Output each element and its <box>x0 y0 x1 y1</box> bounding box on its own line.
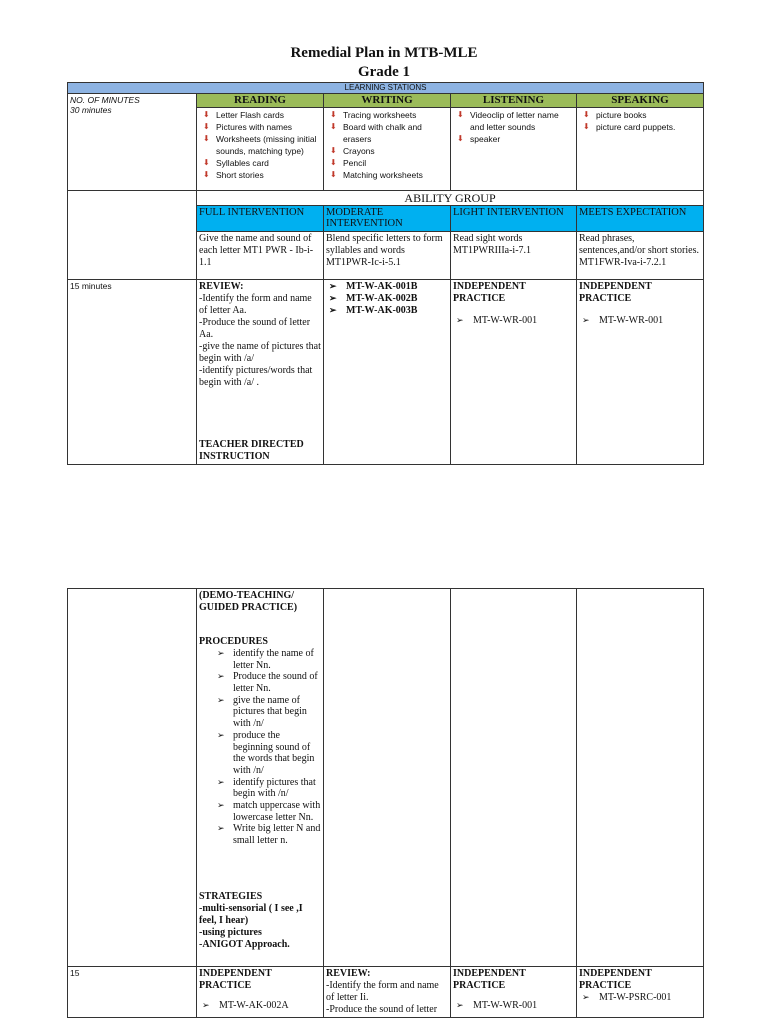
listening-practice-list <box>453 1000 574 1012</box>
list-item: ⬇︎ Letter Flash cards <box>203 109 285 120</box>
speaking-activity-cell <box>577 280 704 465</box>
competency-moderate: Blend specific letters to form syllables and words MT1PWR-Ic-i-5.1 <box>324 232 451 280</box>
arrowhead-bullet-icon: ➢ <box>329 293 337 304</box>
teacher-directed-label: TEACHER DIRECTED INSTRUCTION <box>199 439 304 463</box>
list-item: ⬇︎ Worksheets (missing initial sounds, matching type) <box>203 133 317 156</box>
listening-practice-cell <box>451 967 577 1018</box>
procedures-title: PROCEDURES <box>199 636 268 647</box>
list-item: ➢ MT-W-WR-001 <box>456 1000 538 1011</box>
listening-activity-cell <box>451 280 577 465</box>
arrow-bullet-icon: ⬇︎ <box>330 145 337 155</box>
arrowhead-bullet-icon: ➢ <box>217 694 225 705</box>
reading-materials-cell <box>197 107 324 190</box>
ability-group-header: ABILITY GROUP <box>197 190 704 205</box>
header-speaking: SPEAKING <box>577 93 704 107</box>
list-item: ➢ MT-W-WR-001 <box>582 315 664 327</box>
arrow-bullet-icon: ⬇︎ <box>330 158 337 168</box>
empty-listening-cell <box>451 589 577 967</box>
group-moderate-intervention: MODERATE INTERVENTION <box>324 206 451 232</box>
list-item: ➢ MT-W-AK-002B <box>329 293 418 305</box>
review-line: -Identify the form and name of letter Ii. <box>326 980 439 1003</box>
list-item: ➢ MT-W-AK-002A <box>202 1000 289 1011</box>
list-item: ➢ MT-W-AK-003B <box>329 305 418 317</box>
arrowhead-bullet-icon: ➢ <box>217 799 225 810</box>
procedures-list <box>199 648 321 847</box>
arrowhead-bullet-icon: ➢ <box>329 281 337 292</box>
independent-practice-label: INDEPENDENT PRACTICE <box>453 968 526 991</box>
review-line: -Produce the sound of letter Aa. <box>199 317 311 341</box>
list-item: ➢ identify pictures that begin with /n/ <box>217 776 316 800</box>
writing-materials-cell <box>324 107 451 190</box>
reading-practice-cell <box>197 967 324 1018</box>
arrowhead-bullet-icon: ➢ <box>582 315 590 326</box>
competency-meets: Read phrases, sentences,and/or short stories. MT1FWR-Iva-i-7.2.1 <box>577 232 704 280</box>
empty-minutes-cell <box>68 190 197 279</box>
speaking-practice-cell <box>577 967 704 1018</box>
arrow-bullet-icon: ⬇︎ <box>330 109 337 119</box>
arrow-bullet-icon: ⬇︎ <box>203 121 210 131</box>
arrow-bullet-icon: ⬇︎ <box>457 109 464 119</box>
minutes-15-cell: 15 minutes <box>68 280 197 465</box>
arrowhead-bullet-icon: ➢ <box>202 1000 210 1010</box>
arrow-bullet-icon: ⬇︎ <box>203 133 210 143</box>
review-title: REVIEW: <box>326 968 371 979</box>
writing-materials-list <box>326 109 448 181</box>
list-item: ⬇︎ Pictures with names <box>203 121 293 132</box>
arrowhead-bullet-icon: ➢ <box>217 671 225 682</box>
group-full-intervention: FULL INTERVENTION <box>197 206 324 232</box>
review-line: -give the name of pictures that begin with /a/ <box>199 341 321 365</box>
remedial-plan-table-2 <box>67 588 704 1018</box>
arrowhead-bullet-icon: ➢ <box>217 776 225 787</box>
minutes-cell <box>68 93 197 190</box>
listening-materials-cell <box>451 107 577 190</box>
arrowhead-bullet-icon: ➢ <box>456 1000 464 1010</box>
arrow-bullet-icon: ⬇︎ <box>203 158 210 168</box>
list-item: ⬇︎ Board with chalk and erasers <box>330 121 422 144</box>
arrow-bullet-icon: ⬇︎ <box>583 109 590 119</box>
independent-practice-label: INDEPENDENT PRACTICE <box>199 968 272 991</box>
arrow-bullet-icon: ⬇︎ <box>330 121 337 131</box>
remedial-plan-table-1 <box>67 82 704 465</box>
empty-minutes-cell <box>68 589 197 967</box>
list-item: ⬇︎ Syllables card <box>203 158 269 169</box>
arrow-bullet-icon: ⬇︎ <box>203 170 210 180</box>
document-title: Remedial Plan in MTB-MLE <box>290 45 478 61</box>
group-light-intervention: LIGHT INTERVENTION <box>451 206 577 232</box>
independent-practice-label: INDEPENDENT PRACTICE <box>579 281 652 305</box>
arrowhead-bullet-icon: ➢ <box>217 729 225 740</box>
arrow-bullet-icon: ⬇︎ <box>203 109 210 119</box>
arrowhead-bullet-icon: ➢ <box>217 648 225 658</box>
speaking-materials-cell <box>577 107 704 190</box>
list-item: ⬇︎ Videoclip of letter name and letter sounds <box>457 109 559 132</box>
listening-activity-list <box>453 315 574 327</box>
speaking-materials-list <box>579 109 701 133</box>
arrowhead-bullet-icon: ➢ <box>456 315 464 326</box>
arrowhead-bullet-icon: ➢ <box>217 823 225 834</box>
header-reading: READING <box>197 93 324 107</box>
reading-materials-list <box>199 109 321 181</box>
arrow-bullet-icon: ⬇︎ <box>583 121 590 131</box>
competency-light: Read sight words MT1PWRIIIa-i-7.1 <box>451 232 577 280</box>
list-item: ⬇︎ Short stories <box>203 170 264 181</box>
strategy-line: -ANIGOT Approach. <box>199 938 290 950</box>
reading-practice-list <box>199 1000 321 1012</box>
writing-activity-cell <box>324 280 451 465</box>
review-line: -Produce the sound of letter <box>326 1004 438 1015</box>
list-item: ➢ identify the name of letter Nn. <box>217 648 314 671</box>
list-item: ➢ match uppercase with lowercase letter Nn. <box>217 799 321 823</box>
list-item: ➢ MT-W-WR-001 <box>456 315 538 327</box>
list-item: ⬇︎ Matching worksheets <box>330 170 423 181</box>
speaking-activity-list <box>579 315 701 327</box>
arrow-bullet-icon: ⬇︎ <box>330 170 337 180</box>
strategies-title: STRATEGIES <box>199 890 263 902</box>
list-item: ➢ MT-W-AK-001B <box>329 281 418 293</box>
strategy-line: -multi-sensorial ( I see ,I feel, I hear) <box>199 902 303 926</box>
empty-speaking-cell <box>577 589 704 967</box>
review-cell <box>197 280 324 465</box>
arrow-bullet-icon: ⬇︎ <box>457 133 464 143</box>
list-item: ⬇︎ Pencil <box>330 158 367 169</box>
speaking-practice-list <box>579 992 701 1004</box>
writing-activity-list <box>326 281 448 317</box>
competency-full: Give the name and sound of each letter MT1 PWR - Ib-i-1.1 <box>197 232 324 280</box>
list-item: ⬇︎ picture card puppets. <box>583 121 676 132</box>
review-title: REVIEW: <box>199 281 244 293</box>
arrowhead-bullet-icon: ➢ <box>329 305 337 316</box>
header-listening: LISTENING <box>451 93 577 107</box>
demo-teaching-label: (DEMO-TEACHING/ GUIDED PRACTICE) <box>199 590 298 613</box>
writing-review-cell <box>324 967 451 1018</box>
minutes-value: 30 minutes <box>70 104 112 115</box>
strategy-line: -using pictures <box>199 926 262 938</box>
list-item: ⬇︎ Crayons <box>330 145 375 156</box>
header-writing: WRITING <box>324 93 451 107</box>
review-line: -Identify the form and name of letter Aa. <box>199 293 312 317</box>
list-item: ➢ produce the beginning sound of the words that begin with /n/ <box>217 729 315 776</box>
independent-practice-label: INDEPENDENT PRACTICE <box>453 281 526 305</box>
listening-materials-list <box>453 109 574 145</box>
arrowhead-bullet-icon: ➢ <box>582 992 590 1002</box>
group-meets-expectation: MEETS EXPECTATION <box>577 206 704 232</box>
independent-practice-label: INDEPENDENT PRACTICE <box>579 968 652 991</box>
list-item: ⬇︎ picture books <box>583 109 647 120</box>
empty-writing-cell <box>324 589 451 967</box>
list-item: ➢ MT-W-PSRC-001 <box>582 992 672 1003</box>
minutes-header: NO. OF MINUTES <box>70 94 140 105</box>
list-item: ➢ Produce the sound of letter Nn. <box>217 671 318 695</box>
list-item: ➢ Write big letter N and small letter n. <box>217 823 321 846</box>
review-line: -identify pictures/words that begin with /a/ . <box>199 365 313 389</box>
guided-practice-cell <box>197 589 324 967</box>
list-item: ⬇︎ speaker <box>457 133 501 144</box>
list-item: ⬇︎ Tracing worksheets <box>330 109 417 120</box>
document-subtitle: Grade 1 <box>357 64 411 80</box>
learning-stations-header: LEARNING STATIONS <box>68 83 704 94</box>
list-item: ➢ give the name of pictures that begin with /n/ <box>217 694 307 730</box>
minutes-cell: 15 <box>68 967 197 1018</box>
